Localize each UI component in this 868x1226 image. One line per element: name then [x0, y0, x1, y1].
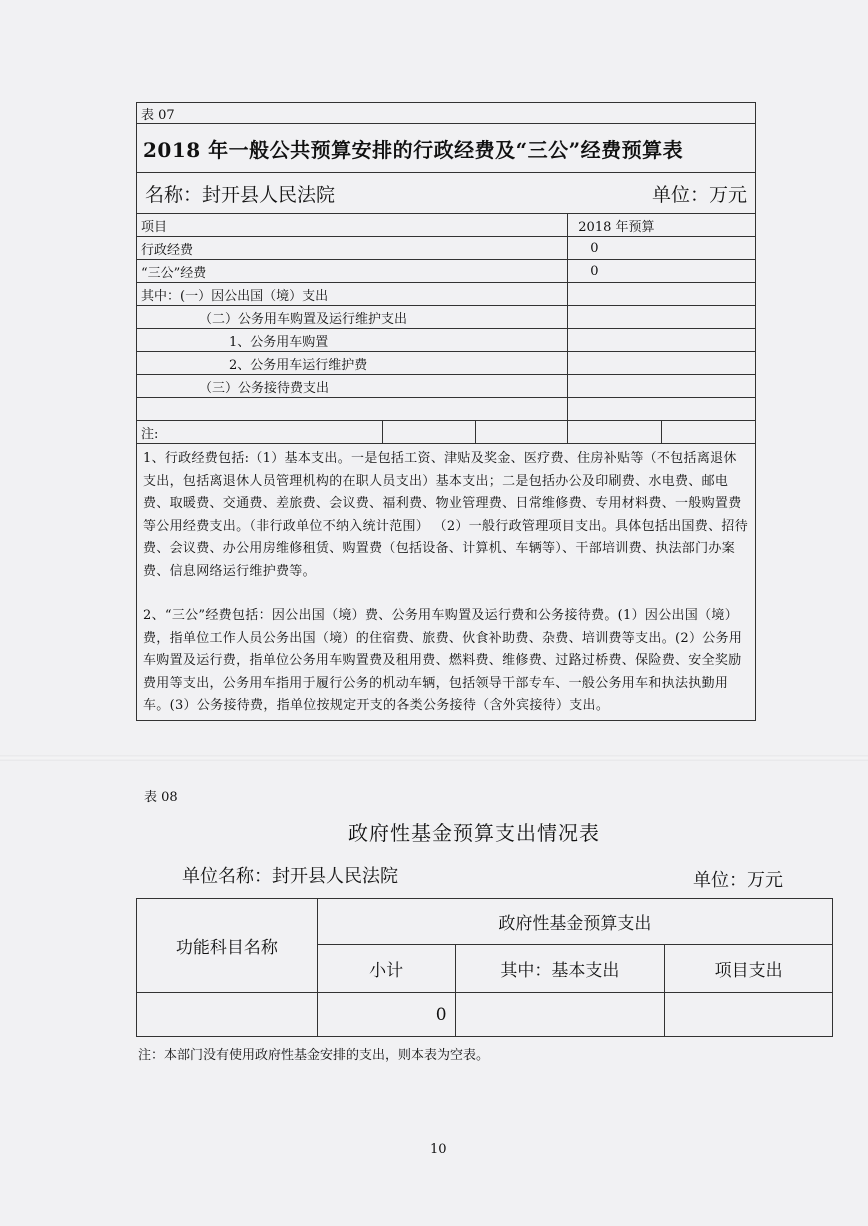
table-row — [137, 306, 756, 329]
col-group-header: 政府性基金预算支出 — [317, 899, 832, 945]
row-value — [568, 306, 756, 329]
table-row — [137, 283, 756, 306]
row-value — [568, 375, 756, 398]
table-row — [137, 352, 756, 375]
table-07-title: 2018 年一般公共预算安排的行政经费及“三公”经费预算表 — [137, 124, 756, 173]
row-label: 1、公务用车购置 — [137, 329, 568, 352]
row-label: （三）公务接待费支出 — [137, 375, 568, 398]
row-label: “三公”经费 — [137, 260, 568, 283]
table-07-tag: 表 07 — [137, 103, 756, 124]
table-08-footnote: 注：本部门没有使用政府性基金安排的支出，则本表为空表。 — [138, 1048, 490, 1063]
row-value: 0 — [568, 260, 756, 283]
col-func-name: 功能科目名称 — [137, 899, 318, 993]
row-value — [568, 352, 756, 375]
row-value — [568, 283, 756, 306]
table-07 — [136, 102, 756, 721]
table-row — [137, 375, 756, 398]
table-07-unit: 单位：万元 — [651, 183, 747, 206]
table-row — [137, 260, 756, 283]
col-subtotal: 小计 — [317, 945, 455, 993]
col-header-item: 项目 — [137, 214, 568, 237]
col-header-budget: 2018 年预算 — [568, 214, 756, 237]
row-label: 2、公务用车运行维护费 — [137, 352, 568, 375]
table-row — [137, 329, 756, 352]
table-08-title: 政府性基金预算支出情况表 — [348, 821, 600, 845]
col-basic: 其中：基本支出 — [455, 945, 665, 993]
row-label: 行政经费 — [137, 237, 568, 260]
blank-row — [137, 398, 756, 421]
table-row — [137, 993, 833, 1037]
table-08-unit: 单位：万元 — [693, 870, 783, 891]
col-project: 项目支出 — [665, 945, 833, 993]
note-paragraph-1: 1、行政经费包括:（1）基本支出。一是包括工资、津贴及奖金、医疗费、住房补贴等（不包括离退休支出，包括离退休人员管理机构的在职人员支出）基本支出；二是包括办公及印刷费、水电费、邮电费、取暖费、交通费、差旅费、会议费、福利费、物业管理费、日常维修费、专用材料费、一般购置费等公用经费支出。（非行政单位不纳入统计范围） （2）一般行政管理项目支出。具体包括出国费、招待费、会议费、办公用房维修租赁、购置费（包括设备、计算机、车辆等）、干部培训费、执法部门办案费、信息网络运行维护费等。 — [143, 451, 749, 579]
table-07-org: 名称：封开县人民法院 — [145, 183, 336, 206]
table-07-header-row — [137, 173, 756, 214]
table-08-tag: 表 08 — [144, 790, 178, 805]
row-value — [568, 329, 756, 352]
page-fold — [0, 755, 868, 761]
table-row — [137, 237, 756, 260]
page-number: 10 — [430, 1142, 447, 1157]
row-label: （二）公务用车购置及运行维护支出 — [137, 306, 568, 329]
notes-block — [137, 444, 756, 721]
note-paragraph-2: 2、“三公”经费包括：因公出国（境）费、公务用车购置及运行费和公务接待费。(1）因公出国（境）费，指单位工作人员公务出国（境）的住宿费、旅费、伙食补助费、杂费、培训费等支出。(2）公务用车购置及运行费，指单位公务用车购置费及租用费、燃料费、维修费、过路过桥费、保险费、安全奖励费用等支出，公务用车指用于履行公务的机动车辆，包括领导干部专车、一般公务用车和执法执勤用车。(3）公务接待费，指单位按规定开支的各类公务接待（含外宾接待）支出。 — [143, 608, 743, 713]
row-label: 其中：(一）因公出国（境）支出 — [137, 283, 568, 306]
note-label: 注: — [137, 421, 383, 444]
subtotal-value: 0 — [317, 993, 455, 1037]
table-08 — [136, 898, 833, 1037]
note-label-row — [137, 421, 756, 444]
table-08-org: 单位名称：封开县人民法院 — [182, 866, 398, 887]
row-value: 0 — [568, 237, 756, 260]
